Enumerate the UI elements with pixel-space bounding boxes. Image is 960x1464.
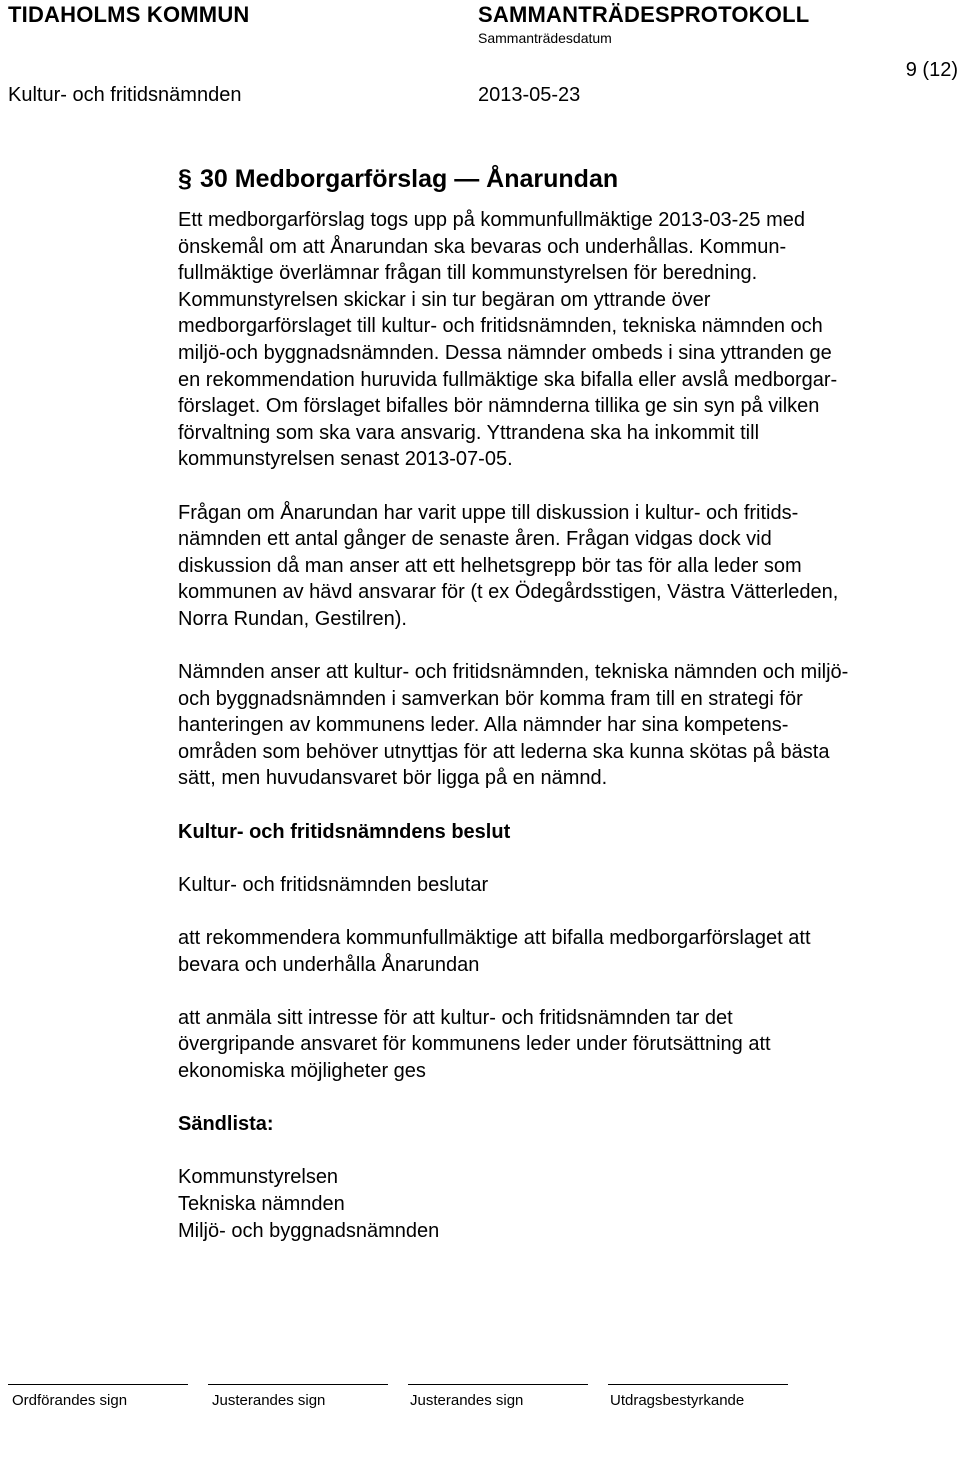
signature-line bbox=[408, 1384, 588, 1385]
signature-line bbox=[608, 1384, 788, 1385]
document-type: SAMMANTRÄDESPROTOKOLL bbox=[478, 2, 810, 27]
signature-line bbox=[208, 1384, 388, 1385]
meeting-date: 2013-05-23 bbox=[478, 84, 581, 106]
distribution-heading: Sändlista: bbox=[178, 1113, 274, 1136]
distribution-recipient: Tekniska nämnden bbox=[178, 1192, 345, 1215]
decision-intro: Kultur- och fritidsnämnden beslutar bbox=[178, 873, 489, 896]
page-number: 9 (12) bbox=[905, 59, 958, 81]
paragraph-sign: § bbox=[178, 165, 192, 193]
adjuster-signature-label: Justerandes sign bbox=[212, 1392, 326, 1409]
section-title-text: 30 Medborgarförslag — Ånarundan bbox=[200, 165, 619, 193]
adjuster-signature-label: Justerandes sign bbox=[410, 1392, 524, 1409]
paragraph-background: Ett medborgarförslag togs upp på kommunfullmäktige 2013-03-25 med önskemål om att Ånarundan ska bevaras och underhållas. Kommun- fullmäktige överlämnar frågan till kommunstyrelsen för beredning. Kommunstyrelsen skickar i sin tur begäran om yttrande över medborgarförslaget till kultur- och fritidsnämnden, tekniska nämnden och miljö-och byggnadsnämnden. Dessa nämnder ombeds i sina yttranden ge en rekommendation huruvida fullmäktige ska bifalla eller avslå medborgar- förslaget. Om förslaget bifalles bör nämnderna tillika ge sin syn på vilken förvaltning som ska vara ansvarig. Yttrandena ska ha inkommit till kommunstyrelsen senast 2013-07-05. bbox=[178, 209, 838, 471]
decision-heading: Kultur- och fritidsnämndens beslut bbox=[178, 820, 511, 843]
committee-name: Kultur- och fritidsnämnden bbox=[8, 84, 242, 106]
paragraph-discussion: Frågan om Ånarundan har varit uppe till diskussion i kultur- och fritids- nämnden ett antal gånger de senaste åren. Frågan vidgas dock vid diskussion då man anser att ett helhetsgrepp bör tas för alla leder som kommunen av hävd ansvarar för (t ex Ödegårdsstigen, Västra Vätterleden, Norra Rundan, Gestilren). bbox=[178, 501, 839, 630]
protocol-body bbox=[178, 162, 958, 1244]
distribution-recipient: Kommunstyrelsen bbox=[178, 1166, 339, 1189]
distribution-recipient: Miljö- och byggnadsnämnden bbox=[178, 1219, 440, 1242]
signature-line bbox=[8, 1384, 188, 1385]
decision-item-1: att rekommendera kommunfullmäktige att bifalla medborgarförslaget att bevara och underhålla Ånarundan bbox=[178, 927, 811, 976]
organization-name: TIDAHOLMS KOMMUN bbox=[8, 2, 250, 27]
signature-footer bbox=[0, 1384, 960, 1464]
paragraph-assessment: Nämnden anser att kultur- och fritidsnämnden, tekniska nämnden och miljö- och byggnadsnämnden i samverkan bör komma fram till en strategi för hanteringen av kommunens leder. Alla nämnder har sina kompetens- områden som behöver utnyttjas för att lederna ska kunna skötas på bästa sätt, men huvudansvaret bör ligga på en nämnd. bbox=[178, 661, 849, 790]
chair-signature-label: Ordförandes sign bbox=[12, 1392, 128, 1409]
date-label: Sammanträdesdatum bbox=[478, 30, 612, 46]
decision-item-2: att anmäla sitt intresse för att kultur- och fritidsnämnden tar det övergripande ansvaret för kommunens leder under förutsättning att ekonomiska möjligheter ges bbox=[178, 1006, 771, 1082]
section-title bbox=[178, 162, 780, 196]
extract-certification-label: Utdragsbestyrkande bbox=[610, 1392, 745, 1409]
